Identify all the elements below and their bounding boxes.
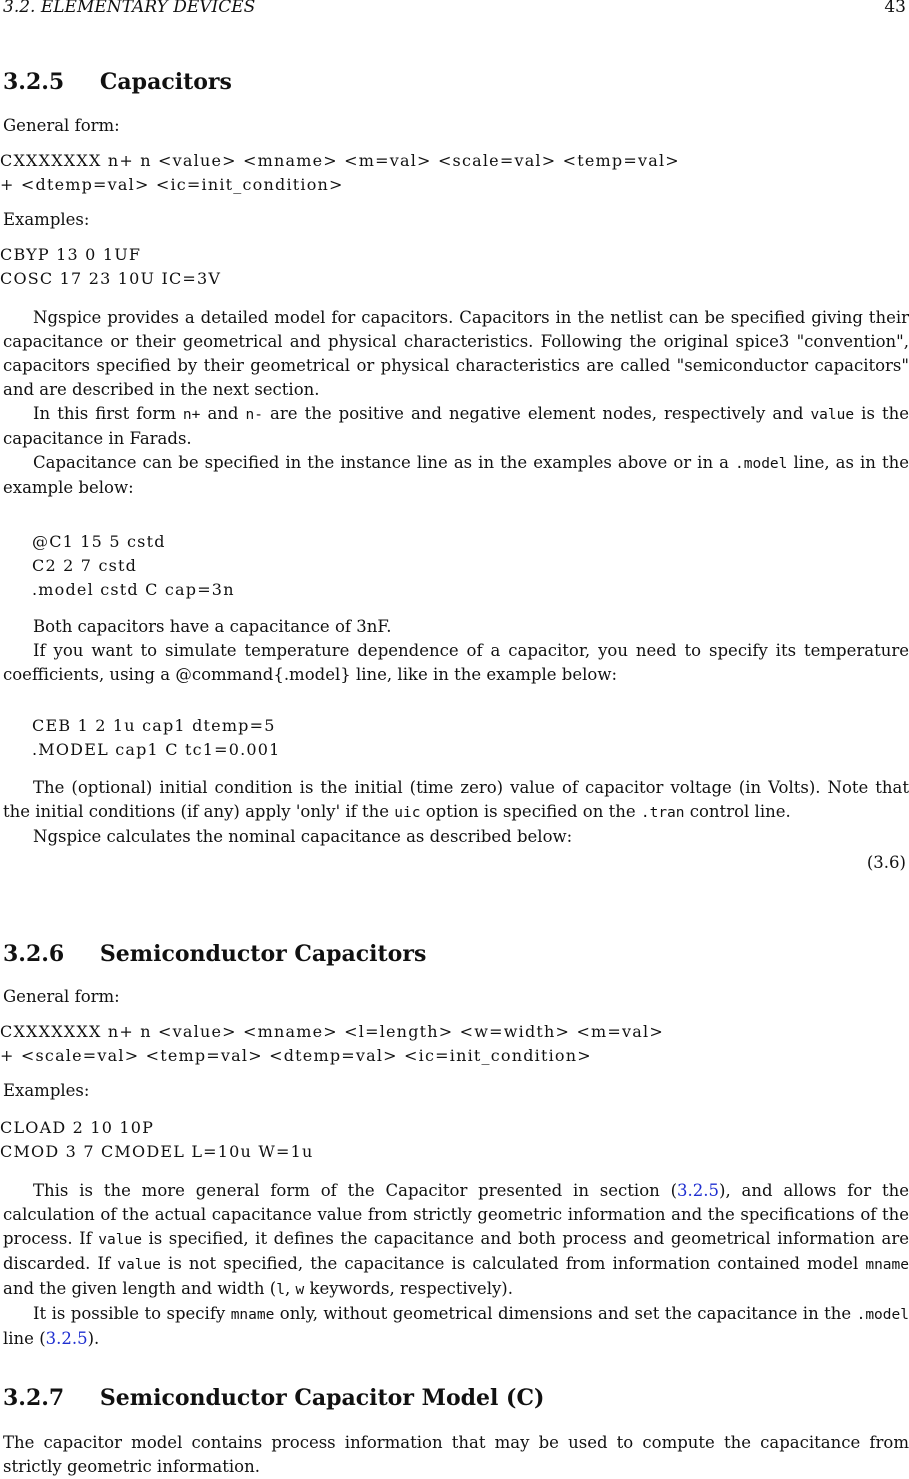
code-line: .MODEL cap1 C tc1=0.001	[32, 740, 281, 759]
semiconductor-capacitors-description	[3, 1179, 909, 1351]
examples-label: Examples:	[3, 210, 90, 229]
general-form-line-1: CXXXXXXX n+ n <value> <mname> <m=val> <scale=val> <temp=val>	[0, 151, 680, 170]
page-number: 43	[884, 0, 906, 17]
section-title: Capacitors	[99, 69, 232, 95]
paragraph: In this first form n+ and n- are the positive and negative element nodes, respectively and value is the capacitance in Farads.	[3, 404, 909, 448]
examples-label: Examples:	[3, 1081, 90, 1100]
section-3-2-7-heading	[3, 1385, 544, 1411]
paragraph: Ngspice calculates the nominal capacitance as described below:	[33, 827, 573, 846]
section-number: 3.2.6	[3, 941, 65, 967]
running-header-section: 3.2. ELEMENTARY DEVICES	[3, 0, 256, 17]
code-line: CEB 1 2 1u cap1 dtemp=5	[32, 716, 276, 735]
paragraph: This is the more general form of the Capacitor presented in section (3.2.5), and allows for the calculation of the actual capacitance value from strictly geometric information and the specifications of the process. If value is specified, it defines the capacitance and both process and geometrical information are discarded. If value is not specified, the capacitance is calculated from information contained model mname and the given length and width (l, w keywords, respectively).	[3, 1181, 909, 1298]
general-form-line-2: + <dtemp=val> <ic=init_condition>	[0, 175, 344, 194]
example-line-1: CBYP 13 0 1UF	[0, 245, 142, 264]
paragraph: The capacitor model contains process information that may be used to compute the capacitance from strictly geometric information.	[3, 1433, 909, 1476]
general-form-line-2: + <scale=val> <temp=val> <dtemp=val> <ic=init_condition>	[0, 1046, 592, 1065]
paragraph: Capacitance can be specified in the instance line as in the examples above or in a .model line, as in the example below:	[3, 453, 909, 497]
paragraph: The (optional) initial condition is the initial (time zero) value of capacitor voltage (in Volts). Note that the initial conditions (if any) apply 'only' if the uic option is specified on the .tran control line.	[3, 778, 909, 821]
general-form-line-1: CXXXXXXX n+ n <value> <mname> <l=length> <w=width> <m=val>	[0, 1022, 664, 1041]
initial-condition-description	[3, 776, 909, 849]
section-3-2-6-heading	[3, 941, 426, 967]
paragraph: Both capacitors have a capacitance of 3nF.	[33, 617, 392, 636]
code-line: C2 2 7 cstd	[32, 556, 138, 575]
section-3-2-5-heading	[3, 69, 232, 95]
temperature-description	[3, 615, 909, 687]
general-form-label: General form:	[3, 116, 120, 135]
section-number: 3.2.7	[3, 1385, 65, 1411]
paragraph: If you want to simulate temperature dependence of a capacitor, you need to specify its temperature coefficients, using a @command{.model} line, like in the example below:	[3, 641, 909, 684]
section-title: Semiconductor Capacitor Model (C)	[99, 1385, 545, 1411]
code-line: @C1 15 5 cstd	[32, 532, 166, 551]
general-form-label: General form:	[3, 987, 120, 1006]
example-line-2: COSC 17 23 10U IC=3V	[0, 269, 222, 288]
example-line-1: CLOAD 2 10 10P	[0, 1118, 155, 1137]
section-number: 3.2.5	[3, 69, 65, 95]
capacitor-model-description	[3, 1431, 909, 1479]
section-link[interactable]: 3.2.5	[677, 1181, 720, 1200]
section-title: Semiconductor Capacitors	[99, 941, 427, 967]
code-line: .model cstd C cap=3n	[32, 580, 235, 599]
paragraph: Ngspice provides a detailed model for capacitors. Capacitors in the netlist can be specified giving their capacitance or their geometrical and physical characteristics. Following the original spice3 "convention", capacitors specified by their geometrical or physical characteristics are called "semiconductor capacitors" and are described in the next section.	[3, 308, 909, 399]
capacitors-description	[3, 306, 909, 500]
paragraph: It is possible to specify mname only, without geometrical dimensions and set the capacitance in the .model line (3.2.5).	[3, 1304, 909, 1348]
section-link[interactable]: 3.2.5	[45, 1329, 88, 1348]
equation-number: (3.6)	[866, 853, 906, 872]
example-line-2: CMOD 3 7 CMODEL L=10u W=1u	[0, 1142, 314, 1161]
